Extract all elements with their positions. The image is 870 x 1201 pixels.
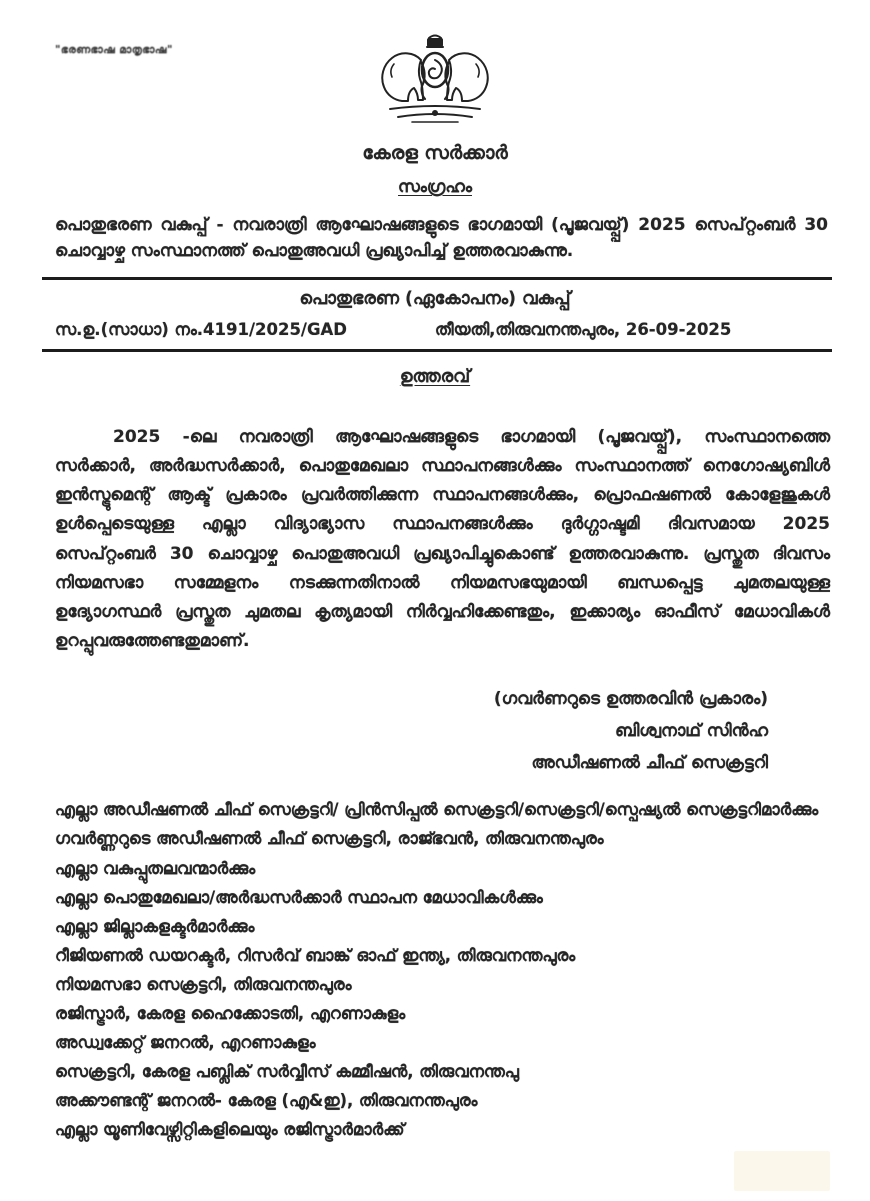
- distribution-item: നിയമസഭാ സെക്രട്ടറി, തിരുവനന്തപുരം: [55, 974, 352, 994]
- order-body: 2025 -ലെ നവരാത്രി ആഘോഷങ്ങളുടെ ഭാഗമായി (പൂജവയ്പ്പ്), സംസ്ഥാനത്തെ സർക്കാർ, അർദ്ധസർക്കാർ, പൊതുമേഖലാ സ്ഥാപനങ്ങൾക്കും സംസ്ഥാനത്ത് നെഗോഷ്യബിൾ ഇൻസ്ട്രുമെന്റ് ആക്ട് പ്രകാരം പ്രവർത്തിക്കുന്ന സ്ഥാപനങ്ങൾക്കും, പ്രൊഫഷണൽ കോളേജുകൾ ഉൾപ്പെടെയുള്ള എല്ലാ വിദ്യാഭ്യാസ സ്ഥാപനങ്ങൾക്കും ദുർഗ്ഗാഷ്ടമി ദിവസമായ 2025 സെപ്റ്റംബർ 30 ചൊവ്വാഴ്ച പൊതുഅവധി പ്രഖ്യാപിച്ചുകൊണ്ട് ഉത്തരവാകുന്നു. പ്രസ്തുത ദിവസം നിയമസഭാ സമ്മേളനം നടക്കുന്നതിനാൽ നിയമസഭയുമായി ബന്ധപ്പെട്ട ചുമതലയുള്ള ഉദ്യോഗസ്ഥർ പ്രസ്തുത ചുമതല കൃത്യമായി നിർവ്വഹിക്കേണ്ടതും, ഇക്കാര്യം ഓഫീസ് മേധാവികൾ ഉറപ്പുവരുത്തേണ്ടതുമാണ്.: [55, 426, 830, 652]
- divider-top: [42, 277, 832, 280]
- kerala-state-emblem-icon: [376, 34, 494, 138]
- by-order-line: (ഗവർണറുടെ ഉത്തരവിൻ പ്രകാരം): [493, 688, 768, 709]
- distribution-item: റീജിയണൽ ഡയറക്ടർ, റിസർവ് ബാങ്ക് ഓഫ് ഇന്ത്യ, തിരുവനന്തപുരം: [55, 945, 576, 965]
- distribution-item: എല്ലാ പൊതുമേഖലാ/അർദ്ധസർക്കാർ സ്ഥാപന മേധാവികൾക്കും: [55, 887, 543, 907]
- document-header: [0, 0, 870, 197]
- distribution-item: എല്ലാ അഡീഷണൽ ചീഫ് സെക്രട്ടറി/ പ്രിൻസിപ്പൽ സെക്രട്ടറി/സെക്രട്ടറി/സ്പെഷ്യൽ സെക്രട്ടറിമാർക്കും: [55, 800, 819, 820]
- subject-text: പൊതുഭരണ വകുപ്പ് - നവരാത്രി ആഘോഷങ്ങളുടെ ഭാഗമായി (പൂജവയ്പ്പ്) 2025 സെപ്റ്റംബർ 30 ചൊവ്വാഴ്ച സംസ്ഥാനത്ത് പൊതുഅവധി പ്രഖ്യാപിച്ച് ഉത്തരവാകുന്നു.: [55, 215, 828, 262]
- motto-text: "ഭരണഭാഷ മാതൃഭാഷ": [55, 44, 173, 56]
- distribution-list: [55, 795, 826, 1143]
- distribution-item: എല്ലാ വകുപ്പുതലവന്മാർക്കും: [55, 858, 256, 878]
- distribution-item: എല്ലാ ജില്ലാകളക്ടർമാർക്കും: [55, 916, 255, 936]
- signatory-name: ബിശ്വനാഥ് സിൻഹ: [615, 720, 768, 741]
- department-heading: പൊതുഭരണ (ഏകോപനം) വകുപ്പ്: [299, 288, 571, 309]
- divider-bottom: [42, 349, 832, 352]
- abstract-heading: സംഗ്രഹം: [398, 177, 472, 197]
- order-number: സ.ഉ.(സാധാ) നം.4191/2025/GAD: [55, 319, 347, 339]
- distribution-item: എല്ലാ യൂണിവേഴ്സിറ്റികളിലെയും രജിസ്ട്രാർമാർക്ക്: [55, 1119, 405, 1139]
- distribution-item: സെക്രട്ടറി, കേരള പബ്ലിക് സർവ്വീസ് കമ്മീഷൻ, തിരുവനന്തപു: [55, 1061, 519, 1081]
- scan-artifact: [734, 1151, 830, 1191]
- signatory-designation: അഡീഷണൽ ചീഫ് സെക്രട്ടറി: [531, 753, 768, 774]
- distribution-item: അഡ്വക്കേറ്റ് ജനറൽ, എറണാകുളം: [55, 1032, 316, 1052]
- order-heading: ഉത്തരവ്: [399, 366, 471, 387]
- order-number-line: [55, 320, 830, 340]
- government-name: കേരള സർക്കാർ: [362, 142, 508, 164]
- date-place: തീയതി,തിരുവനന്തപുരം, 26-09-2025: [434, 319, 732, 339]
- distribution-item: രജിസ്ട്രാർ, കേരള ഹൈക്കോടതി, എറണാകുളം: [55, 1003, 406, 1023]
- distribution-item: ഗവർണ്ണറുടെ അഡീഷണൽ ചീഫ് സെക്രട്ടറി, രാജ്ഭവൻ, തിരുവനന്തപുരം: [55, 829, 604, 849]
- signature-block: [0, 683, 870, 780]
- distribution-item: അക്കൗണ്ടന്റ് ജനറൽ- കേരള (എ&ഇ), തിരുവനന്തപുരം: [55, 1090, 478, 1110]
